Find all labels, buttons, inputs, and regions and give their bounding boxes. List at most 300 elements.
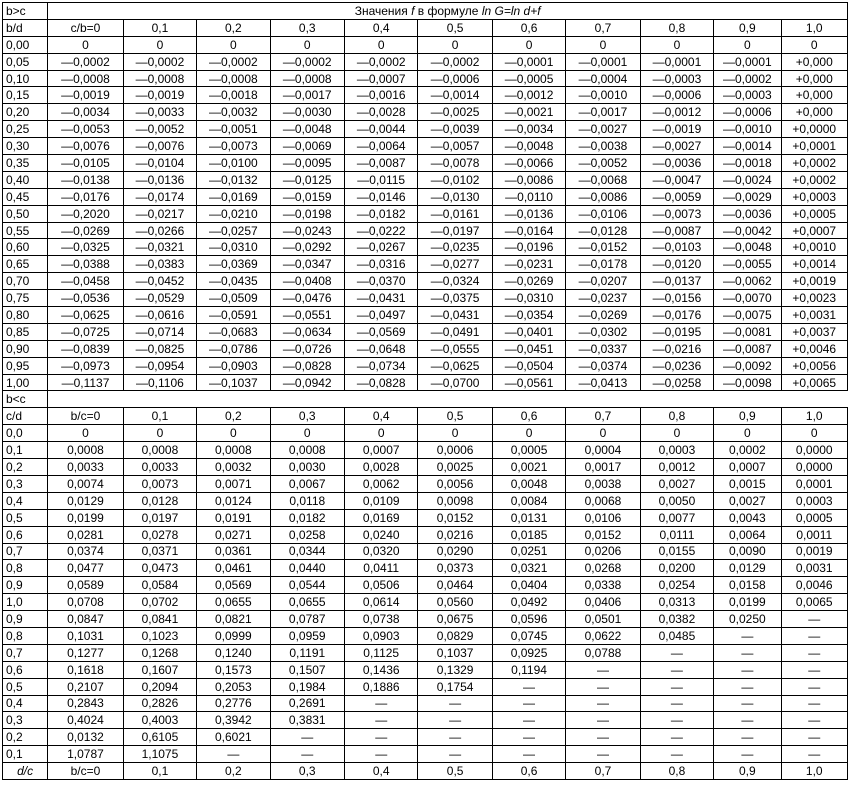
- table-cell: —0,0616: [123, 307, 196, 324]
- footer-column-label: 0,1: [123, 763, 196, 780]
- row-key: 0,7: [3, 543, 48, 560]
- table-cell: —0,0052: [566, 155, 640, 172]
- table-cell: —: [781, 627, 847, 644]
- table-cell: —0,0196: [492, 239, 565, 256]
- table-cell: 0,0084: [492, 492, 565, 509]
- table-cell: 0,0011: [781, 526, 847, 543]
- table-cell: —: [714, 644, 781, 661]
- table-cell: 0,3831: [270, 712, 344, 729]
- table-cell: 0,0411: [344, 560, 417, 577]
- table-cell: 0,0290: [418, 543, 492, 560]
- table-cell: 0,0199: [714, 594, 781, 611]
- table-cell: —0,0047: [640, 171, 713, 188]
- table-cell: —: [714, 661, 781, 678]
- row-key: 0,3: [3, 712, 48, 729]
- table-cell: —0,0903: [197, 357, 270, 374]
- bottom-table-row: [3, 678, 848, 695]
- table-cell: —0,0269: [566, 307, 640, 324]
- table-cell: 0,0903: [344, 627, 417, 644]
- table-cell: 0,4024: [48, 712, 123, 729]
- table-cell: —0,0176: [640, 307, 713, 324]
- table-cell: —0,0136: [492, 205, 565, 222]
- table-cell: —: [492, 712, 565, 729]
- table-cell: 0,0501: [566, 611, 640, 628]
- top-table-row: [3, 205, 848, 222]
- table-cell: —: [781, 661, 847, 678]
- table-cell: —0,0509: [197, 290, 270, 307]
- table-cell: 0,0043: [714, 509, 781, 526]
- table-cell: 0,0738: [344, 611, 417, 628]
- table-cell: —0,0207: [566, 273, 640, 290]
- table-cell: —0,0551: [270, 307, 344, 324]
- corner-label-bottom: b<c: [3, 391, 48, 408]
- column-header: 0,3: [270, 19, 344, 36]
- table-cell: —0,0032: [197, 104, 270, 121]
- table-cell: 0,2107: [48, 678, 123, 695]
- table-cell: —0,0316: [344, 256, 417, 273]
- table-cell: —0,0048: [714, 239, 781, 256]
- table-cell: —0,0369: [197, 256, 270, 273]
- table-cell: —0,0059: [640, 188, 713, 205]
- table-cell: 0,4003: [123, 712, 196, 729]
- row-key: 0,80: [3, 307, 48, 324]
- table-cell: —0,0021: [492, 104, 565, 121]
- table-cell: —0,0018: [197, 87, 270, 104]
- table-cell: 0,0278: [123, 526, 196, 543]
- table-cell: —0,0625: [48, 307, 123, 324]
- table-cell: —0,0034: [492, 121, 565, 138]
- table-cell: 0,0492: [492, 594, 565, 611]
- footer-row: [3, 763, 848, 780]
- table-cell: +0,0003: [781, 188, 847, 205]
- table-cell: —0,0700: [418, 374, 492, 391]
- table-cell: —0,0105: [48, 155, 123, 172]
- table-cell: 0,0344: [270, 543, 344, 560]
- table-cell: —0,0458: [48, 273, 123, 290]
- table-cell: —0,0431: [344, 290, 417, 307]
- column-header: 0,6: [492, 19, 565, 36]
- table-cell: —: [640, 678, 713, 695]
- table-cell: —0,0269: [48, 222, 123, 239]
- table-cell: 0,0182: [270, 509, 344, 526]
- table-cell: 0,0030: [270, 459, 344, 476]
- table-cell: 0: [418, 425, 492, 442]
- table-cell: 0,0371: [123, 543, 196, 560]
- table-cell: —0,1137: [48, 374, 123, 391]
- table-cell: 0,0373: [418, 560, 492, 577]
- table-cell: 0,0560: [418, 594, 492, 611]
- table-cell: —0,0388: [48, 256, 123, 273]
- table-cell: —0,0005: [492, 70, 565, 87]
- table-cell: 0,0124: [197, 492, 270, 509]
- table-cell: 0,0821: [197, 611, 270, 628]
- table-cell: —0,0561: [492, 374, 565, 391]
- table-cell: —0,0182: [344, 205, 417, 222]
- table-cell: 0,0206: [566, 543, 640, 560]
- table-cell: 0,0473: [123, 560, 196, 577]
- table-cell: +0,0002: [781, 171, 847, 188]
- bottom-table-row: [3, 729, 848, 746]
- table-cell: —: [640, 712, 713, 729]
- table-cell: —: [270, 729, 344, 746]
- table-cell: 0: [344, 36, 417, 53]
- table-cell: +0,0019: [781, 273, 847, 290]
- table-cell: 0,0544: [270, 577, 344, 594]
- table-cell: —0,0375: [418, 290, 492, 307]
- table-cell: —0,0014: [418, 87, 492, 104]
- table-cell: 0: [123, 425, 196, 442]
- table-cell: —: [781, 729, 847, 746]
- table-cell: —0,0231: [492, 256, 565, 273]
- table-cell: 0,1240: [197, 644, 270, 661]
- table-cell: 0,0199: [48, 509, 123, 526]
- table-cell: —0,0302: [566, 323, 640, 340]
- row-key: 0,8: [3, 560, 48, 577]
- table-cell: +0,0037: [781, 323, 847, 340]
- table-cell: 0,0485: [640, 627, 713, 644]
- table-cell: 0,0050: [640, 492, 713, 509]
- table-cell: 0,0090: [714, 543, 781, 560]
- table-cell: —0,0529: [123, 290, 196, 307]
- table-cell: 0: [123, 36, 196, 53]
- table-cell: —0,0555: [418, 340, 492, 357]
- table-cell: 0,0111: [640, 526, 713, 543]
- table-cell: 0: [48, 425, 123, 442]
- table-cell: —0,0174: [123, 188, 196, 205]
- table-cell: —: [781, 611, 847, 628]
- table-cell: 0,2843: [48, 695, 123, 712]
- table-cell: 0,1125: [344, 644, 417, 661]
- table-cell: —0,0128: [566, 222, 640, 239]
- table-cell: —0,0169: [197, 188, 270, 205]
- row-key: 0,6: [3, 526, 48, 543]
- table-cell: —: [566, 746, 640, 763]
- column-header: 0,8: [640, 408, 713, 425]
- table-cell: —0,0725: [48, 323, 123, 340]
- table-cell: 0,0027: [714, 492, 781, 509]
- footer-column-label: 0,2: [197, 763, 270, 780]
- table-cell: —0,0012: [492, 87, 565, 104]
- table-cell: 0: [492, 425, 565, 442]
- column-header: c/b=0: [48, 19, 123, 36]
- table-cell: 0,1573: [197, 661, 270, 678]
- table-cell: —0,0222: [344, 222, 417, 239]
- table-cell: 0,0313: [640, 594, 713, 611]
- row-key: 0,70: [3, 273, 48, 290]
- table-cell: —0,0001: [714, 53, 781, 70]
- table-cell: 0,0106: [566, 509, 640, 526]
- table-cell: 0: [270, 36, 344, 53]
- table-cell: 0: [197, 425, 270, 442]
- table-cell: —0,0010: [566, 87, 640, 104]
- table-cell: —0,0146: [344, 188, 417, 205]
- table-cell: —0,0258: [640, 374, 713, 391]
- bottom-table-row: [3, 509, 848, 526]
- footer-column-label: 0,4: [344, 763, 417, 780]
- table-cell: 0,0008: [270, 442, 344, 459]
- table-cell: —0,0039: [418, 121, 492, 138]
- bottom-table-row: [3, 459, 848, 476]
- table-cell: 0,0068: [566, 492, 640, 509]
- top-table-row: [3, 155, 848, 172]
- table-cell: 0,1607: [123, 661, 196, 678]
- bottom-table-row: [3, 442, 848, 459]
- table-cell: 0,0128: [123, 492, 196, 509]
- table-cell: —0,0370: [344, 273, 417, 290]
- table-cell: —: [781, 678, 847, 695]
- table-cell: 0,0005: [492, 442, 565, 459]
- table-cell: 0,0829: [418, 627, 492, 644]
- table-cell: 0,6105: [123, 729, 196, 746]
- table-cell: —0,0019: [640, 121, 713, 138]
- table-cell: —0,0235: [418, 239, 492, 256]
- column-header: 0,3: [270, 408, 344, 425]
- table-cell: 0,0404: [492, 577, 565, 594]
- table-cell: —0,0017: [566, 104, 640, 121]
- table-cell: 0,0017: [566, 459, 640, 476]
- row-key: 0,10: [3, 70, 48, 87]
- row-key: 0,5: [3, 678, 48, 695]
- table-cell: —0,0451: [492, 340, 565, 357]
- table-cell: 0,1754: [418, 678, 492, 695]
- table-cell: 0,0185: [492, 526, 565, 543]
- table-cell: —0,0347: [270, 256, 344, 273]
- table-cell: —: [197, 746, 270, 763]
- table-cell: 0,0464: [418, 577, 492, 594]
- table-cell: 0,0015: [714, 475, 781, 492]
- table-cell: 0,3942: [197, 712, 270, 729]
- table-cell: —0,0008: [197, 70, 270, 87]
- row-header-label: b/d: [3, 19, 48, 36]
- row-key: 0,2: [3, 729, 48, 746]
- table-cell: 0,0028: [344, 459, 417, 476]
- table-cell: 0,0254: [640, 577, 713, 594]
- table-cell: —0,0497: [344, 307, 417, 324]
- table-cell: 0: [781, 36, 847, 53]
- table-cell: —0,0036: [640, 155, 713, 172]
- table-cell: —0,0016: [344, 87, 417, 104]
- column-header: 0,1: [123, 408, 196, 425]
- row-key: 0,9: [3, 577, 48, 594]
- table-cell: 0,0589: [48, 577, 123, 594]
- top-table-row: [3, 121, 848, 138]
- table-cell: —0,0973: [48, 357, 123, 374]
- table-cell: —0,0102: [418, 171, 492, 188]
- table-cell: —0,0036: [714, 205, 781, 222]
- table-cell: 0,0033: [48, 459, 123, 476]
- table-cell: 0,2053: [197, 678, 270, 695]
- table-cell: —0,0786: [197, 340, 270, 357]
- table-cell: 0: [714, 36, 781, 53]
- table-cell: 0,0338: [566, 577, 640, 594]
- table-cell: —: [714, 695, 781, 712]
- table-cell: —0,0086: [566, 188, 640, 205]
- table-cell: +0,0014: [781, 256, 847, 273]
- table-cell: 0,0033: [123, 459, 196, 476]
- table-cell: —0,0452: [123, 273, 196, 290]
- table-cell: —0,0027: [566, 121, 640, 138]
- table-cell: —0,0051: [197, 121, 270, 138]
- table-cell: —0,0267: [344, 239, 417, 256]
- table-cell: 0,0025: [418, 459, 492, 476]
- table-cell: 0,0675: [418, 611, 492, 628]
- table-cell: —0,0324: [418, 273, 492, 290]
- table-cell: —0,0156: [640, 290, 713, 307]
- table-cell: —0,0197: [418, 222, 492, 239]
- table-cell: 0,0702: [123, 594, 196, 611]
- table-cell: —: [714, 678, 781, 695]
- row-key: 1,0: [3, 594, 48, 611]
- table-cell: —0,0062: [714, 273, 781, 290]
- table-cell: 0,0382: [640, 611, 713, 628]
- table-cell: —0,0008: [123, 70, 196, 87]
- table-cell: —0,0068: [566, 171, 640, 188]
- column-header: b/c=0: [48, 408, 123, 425]
- table-cell: —0,0004: [566, 70, 640, 87]
- row-key: 0,1: [3, 442, 48, 459]
- table-cell: 0,1277: [48, 644, 123, 661]
- table-cell: 0,1023: [123, 627, 196, 644]
- table-cell: —0,0828: [344, 374, 417, 391]
- table-cell: +0,0023: [781, 290, 847, 307]
- table-cell: —0,0161: [418, 205, 492, 222]
- row-key: 0,0: [3, 425, 48, 442]
- table-cell: —0,0055: [714, 256, 781, 273]
- table-cell: 0,0002: [714, 442, 781, 459]
- table-cell: 0,0008: [48, 442, 123, 459]
- top-table-row: [3, 290, 848, 307]
- table-cell: —0,0159: [270, 188, 344, 205]
- table-cell: 0,0007: [714, 459, 781, 476]
- table-cell: —0,0075: [714, 307, 781, 324]
- table-cell: 0,0132: [48, 729, 123, 746]
- table-cell: 0,0925: [492, 644, 565, 661]
- table-cell: 0,0216: [418, 526, 492, 543]
- table-cell: —0,0828: [270, 357, 344, 374]
- table-cell: 0,0064: [714, 526, 781, 543]
- row-key: 0,8: [3, 627, 48, 644]
- table-cell: —0,0125: [270, 171, 344, 188]
- table-cell: —0,0104: [123, 155, 196, 172]
- bottom-table-row: [3, 492, 848, 509]
- column-header: 0,6: [492, 408, 565, 425]
- footer-column-label: b/c=0: [48, 763, 123, 780]
- column-header: 0,7: [566, 19, 640, 36]
- table-cell: 0,0477: [48, 560, 123, 577]
- table-cell: —0,0132: [197, 171, 270, 188]
- table-cell: —0,0001: [566, 53, 640, 70]
- table-cell: 0,0098: [418, 492, 492, 509]
- table-cell: 0,2691: [270, 695, 344, 712]
- table-cell: —0,0138: [48, 171, 123, 188]
- table-cell: 0,2776: [197, 695, 270, 712]
- top-table-row: [3, 374, 848, 391]
- table-cell: —0,0086: [492, 171, 565, 188]
- top-table-row: [3, 53, 848, 70]
- table-cell: —0,0019: [48, 87, 123, 104]
- column-header: 0,4: [344, 19, 417, 36]
- bottom-table-row: [3, 644, 848, 661]
- table-cell: 0,0506: [344, 577, 417, 594]
- bottom-table-row: [3, 560, 848, 577]
- table-cell: —0,0095: [270, 155, 344, 172]
- table-cell: —0,0103: [640, 239, 713, 256]
- table-cell: —0,0048: [270, 121, 344, 138]
- table-cell: 0,0569: [197, 577, 270, 594]
- table-cell: 0,0152: [566, 526, 640, 543]
- table-cell: +0,0002: [781, 155, 847, 172]
- table-cell: 0,0027: [640, 475, 713, 492]
- table-cell: 0,0131: [492, 509, 565, 526]
- table-cell: 0,0622: [566, 627, 640, 644]
- table-cell: —0,0243: [270, 222, 344, 239]
- table-cell: —0,0310: [197, 239, 270, 256]
- table-cell: —: [566, 712, 640, 729]
- table-cell: —: [781, 644, 847, 661]
- table-cell: 0,0169: [344, 509, 417, 526]
- column-header: 0,9: [714, 408, 781, 425]
- table-cell: —0,0018: [714, 155, 781, 172]
- table-cell: 0,0021: [492, 459, 565, 476]
- table-cell: —0,0092: [714, 357, 781, 374]
- table-cell: 0,1436: [344, 661, 417, 678]
- row-key: 0,50: [3, 205, 48, 222]
- table-cell: —0,0130: [418, 188, 492, 205]
- footer-row-label: d/c: [3, 763, 48, 780]
- top-table-row: [3, 188, 848, 205]
- table-cell: —0,0269: [492, 273, 565, 290]
- table-cell: —0,0048: [492, 138, 565, 155]
- table-cell: —0,0007: [344, 70, 417, 87]
- table-cell: —: [714, 627, 781, 644]
- top-table-row: [3, 138, 848, 155]
- table-cell: —0,2020: [48, 205, 123, 222]
- table-cell: 0,0281: [48, 526, 123, 543]
- table-cell: —0,0408: [270, 273, 344, 290]
- table-cell: 0,0129: [714, 560, 781, 577]
- table-cell: —0,0237: [566, 290, 640, 307]
- table-cell: —0,0942: [270, 374, 344, 391]
- table-cell: 0: [48, 36, 123, 53]
- table-cell: 0,0008: [197, 442, 270, 459]
- top-table-row: [3, 256, 848, 273]
- column-header: 1,0: [781, 19, 847, 36]
- table-cell: —0,0002: [197, 53, 270, 70]
- table-cell: 0,0240: [344, 526, 417, 543]
- table-cell: +0,000: [781, 104, 847, 121]
- row-key: 0,5: [3, 509, 48, 526]
- table-cell: —0,0504: [492, 357, 565, 374]
- table-cell: —: [344, 695, 417, 712]
- table-cell: 0,0959: [270, 627, 344, 644]
- table-cell: +0,0065: [781, 374, 847, 391]
- row-key: 0,1: [3, 746, 48, 763]
- table-cell: —0,0008: [48, 70, 123, 87]
- table-cell: 0,0129: [48, 492, 123, 509]
- table-cell: +0,000: [781, 53, 847, 70]
- table-cell: 0,0032: [197, 459, 270, 476]
- table-cell: 0: [714, 425, 781, 442]
- table-cell: —0,1037: [197, 374, 270, 391]
- row-key: 0,4: [3, 695, 48, 712]
- table-cell: 0,0787: [270, 611, 344, 628]
- top-table-row: [3, 323, 848, 340]
- table-cell: 0,0584: [123, 577, 196, 594]
- table-cell: —0,0115: [344, 171, 417, 188]
- table-cell: —0,0120: [640, 256, 713, 273]
- table-cell: —0,0277: [418, 256, 492, 273]
- table-cell: —0,0033: [123, 104, 196, 121]
